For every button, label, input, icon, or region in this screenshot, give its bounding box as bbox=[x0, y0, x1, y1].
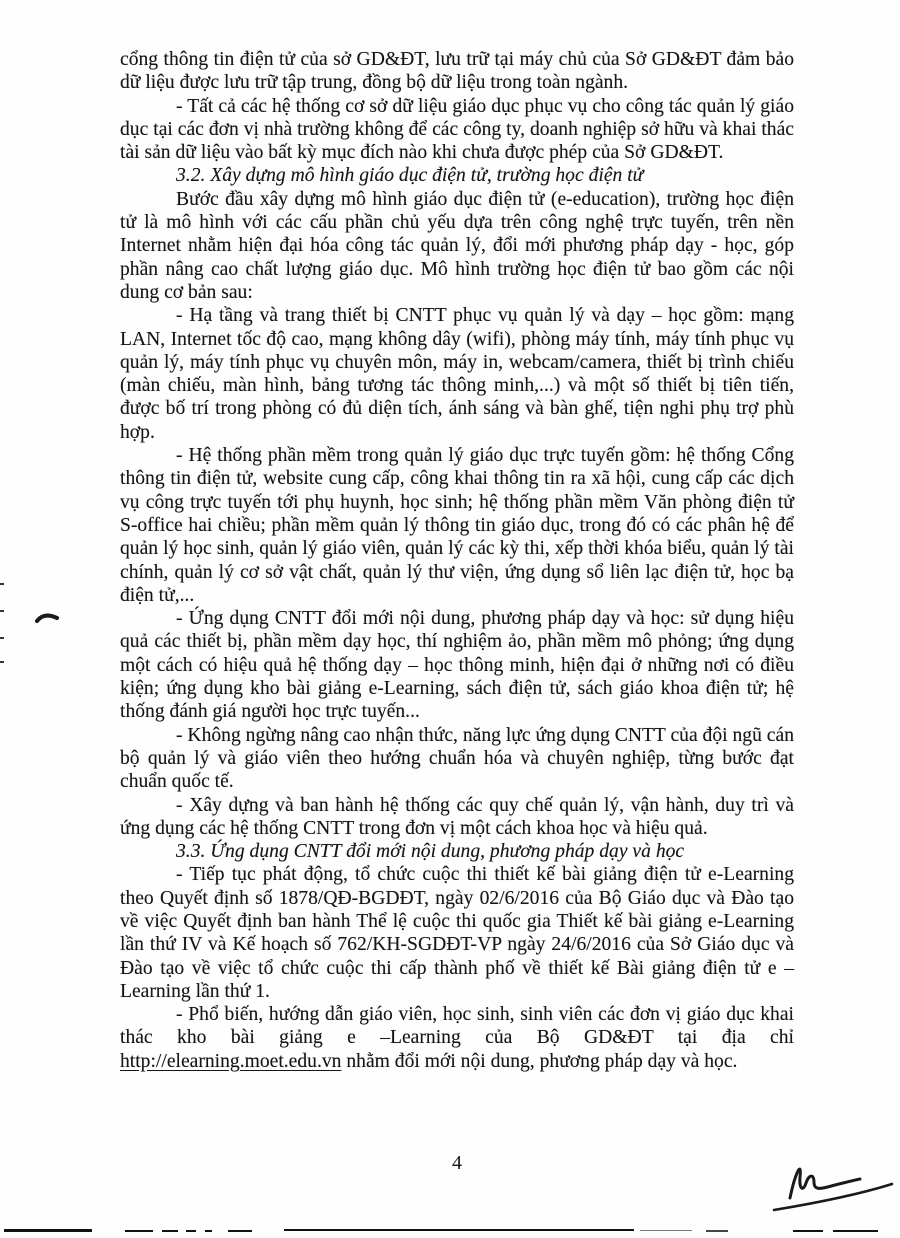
paragraph: - Tiếp tục phát động, tổ chức cuộc thi thiết kế bài giảng điện tử e-Learning theo Quyết định số 1878/QĐ-BGDĐT, ngày 02/6/2016 của Bộ Giáo dục và Đào tạo về việc Quyết định ban hành Thể lệ cuộc thi quốc gia Thiết kế bài giảng e-Learning lần thứ IV và Kế hoạch số 762/KH-SGDĐT-VP ngày 24/6/2016 của Sở Giáo dục và Đào tạo về việc tổ chức cuộc thi cấp thành phố về thiết kế Bài giảng điện tử e – Learning lần thứ 1. bbox=[120, 864, 794, 1002]
paragraph: - Hệ thống phần mềm trong quản lý giáo dục trực tuyến gồm: hệ thống Cổng thông tin điện tử, website cung cấp, công khai thông tin ra xã hội, cung cấp các dịch vụ công trực tuyến tới phụ huynh, học sinh; hệ thống phần mềm Văn phòng điện tử S-office hai chiều; phần mềm quản lý thông tin giáo dục, trong đó có các phân hệ để quản lý học sinh, quản lý giáo viên, quản lý các kỳ thi, xếp thời khóa biểu, quản lý tài chính, quản lý cơ sở vật chất, quản lý thư viện, ứng dụng sổ liên lạc điện tử, học bạ điện tử,... bbox=[120, 445, 794, 606]
pen-mark-left-margin bbox=[34, 610, 60, 626]
scan-edge-tick bbox=[0, 583, 4, 585]
scan-edge-tick bbox=[0, 661, 4, 663]
scan-edge-tick bbox=[0, 610, 4, 612]
paragraph: - Tất cả các hệ thống cơ sở dữ liệu giáo dục phục vụ cho công tác quản lý giáo dục tại các đơn vị nhà trường không để các công ty, doanh nghiệp sở hữu và khai thác tài sản dữ liệu vào bất kỳ mục đích nào khi chưa được phép của Sở GD&ĐT. bbox=[120, 95, 794, 164]
document-body bbox=[120, 48, 794, 1073]
section-heading-3-3: 3.3. Ứng dụng CNTT đổi mới nội dung, phương pháp dạy và học bbox=[176, 841, 685, 863]
paragraph: Bước đầu xây dựng mô hình giáo dục điện tử (e-education), trường học điện tử là mô hình với các cấu phần chủ yếu dựa trên công nghệ trực tuyến, trên nền Internet nhằm hiện đại hóa công tác quản lý, đổi mới phương pháp dạy - học, góp phần nâng cao chất lượng giáo dục. Mô hình trường học điện tử bao gồm các nội dung cơ bản sau: bbox=[120, 188, 794, 303]
paragraph-continuation: cổng thông tin điện tử của sở GD&ĐT, lưu trữ tại máy chủ của Sở GD&ĐT đảm bảo dữ liệu được lưu trữ tập trung, đồng bộ dữ liệu trong toàn ngành. bbox=[120, 49, 794, 94]
paragraph-text: nhằm đổi mới nội dung, phương pháp dạy và học. bbox=[341, 1050, 738, 1072]
section-heading-3-2: 3.2. Xây dựng mô hình giáo dục điện tử, trường học điện tử bbox=[176, 165, 644, 187]
paragraph: - Không ngừng nâng cao nhận thức, năng lực ứng dụng CNTT của đội ngũ cán bộ quản lý và giáo viên theo hướng chuẩn hóa và chuyên nghiệp, từng bước đạt chuẩn quốc tế. bbox=[120, 724, 794, 793]
paragraph-text: - Phổ biến, hướng dẫn giáo viên, học sinh, sinh viên các đơn vị giáo dục khai thác kho bài giảng e –Learning của Bộ GD&ĐT tại địa chỉ bbox=[120, 1004, 794, 1049]
paragraph bbox=[120, 1003, 794, 1073]
signature-mark bbox=[762, 1148, 900, 1220]
paragraph: - Xây dựng và ban hành hệ thống các quy chế quản lý, vận hành, duy trì và ứng dụng các hệ thống CNTT trong đơn vị một cách khoa học và hiệu quả. bbox=[120, 794, 794, 839]
paragraph: - Hạ tầng và trang thiết bị CNTT phục vụ quản lý và dạy – học gồm: mạng LAN, Internet tốc độ cao, mạng không dây (wifi), phòng máy tính, máy tính phục vụ quản lý, máy tính phục vụ chuyên môn, máy in, webcam/camera, thiết bị trình chiếu (màn chiếu, màn hình, bảng tương tác thông minh,...) và một số thiết bị tiên tiến, được bố trí trong phòng có đủ diện tích, ánh sáng và bàn ghế, tiện nghi phụ trợ phù hợp. bbox=[120, 305, 794, 443]
scan-edge-tick bbox=[0, 637, 4, 639]
page-number: 4 bbox=[452, 1152, 462, 1174]
elearning-url: http://elearning.moet.edu.vn bbox=[120, 1050, 342, 1072]
paragraph: - Ứng dụng CNTT đổi mới nội dung, phương pháp dạy và học: sử dụng hiệu quả các thiết bị, phần mềm dạy học, thí nghiệm ảo, phần mềm mô phỏng; ứng dụng một cách có hiệu quả hệ thống dạy – học thông minh, hiện đại ở những nơi có điều kiện; ứng dụng kho bài giảng e-Learning, sách điện tử, sách giáo khoa điện tử; hệ thống đánh giá người học trực tuyến... bbox=[120, 608, 794, 723]
